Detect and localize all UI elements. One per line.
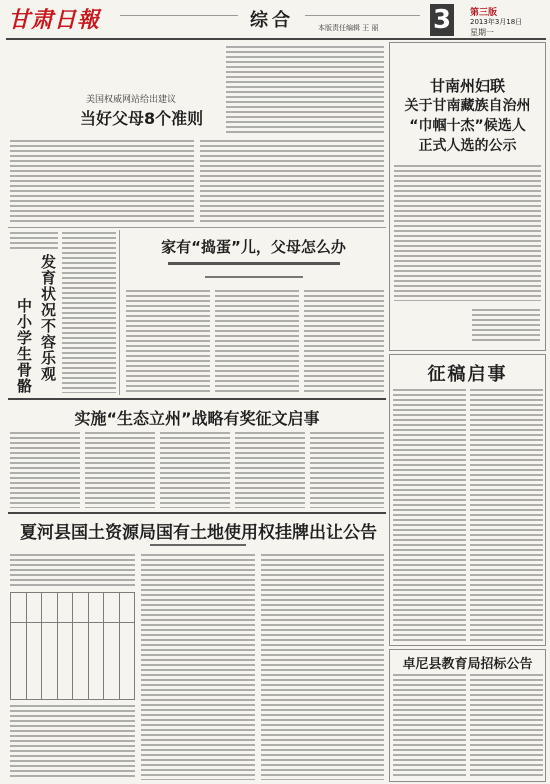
article-headline: 实施“生态立州”战略有奖征文启事: [74, 409, 320, 428]
notice-headline-line2: 关于甘南藏族自治州: [404, 98, 531, 114]
body-text: [141, 554, 255, 780]
body-text: [10, 232, 58, 250]
article-headline-line2: 发育状况不容乐观: [39, 254, 57, 382]
body-text: [160, 432, 230, 508]
article-headline: 家有“捣蛋”儿，父母怎么办: [161, 238, 346, 256]
article-headline: 当好父母8个准则: [80, 109, 204, 128]
body-text: [393, 389, 466, 641]
body-text: [215, 290, 299, 393]
article-headline-line1: 中小学生骨骼: [15, 298, 33, 394]
body-text: [62, 232, 116, 393]
body-text: [470, 389, 543, 641]
edition-label: 第三版: [470, 8, 498, 18]
divider: [8, 398, 386, 400]
body-text: [393, 674, 466, 778]
body-text: [235, 432, 305, 508]
issue-date: 2013年3月18日: [470, 18, 523, 26]
notice-number: [150, 544, 246, 546]
body-text: [470, 674, 543, 778]
body-text: [200, 140, 384, 224]
body-text: [10, 140, 194, 224]
section-rule-right: [305, 15, 420, 16]
section-title: 综合: [250, 10, 294, 31]
article-subhead: [168, 262, 340, 265]
section-rule-left: [120, 15, 238, 16]
issue-weekday: 星期一: [470, 28, 494, 37]
divider: [8, 227, 386, 228]
article-kicker: 美国权威网站给出建议: [86, 95, 177, 105]
divider: [119, 230, 120, 395]
body-text: [10, 705, 135, 780]
editor-credit: 本版责任编辑 王 丽: [318, 24, 379, 32]
body-text: [304, 290, 384, 393]
article-headline: 夏河县国土资源局国有土地使用权挂牌出让公告: [20, 523, 377, 543]
article-byline: [205, 276, 303, 278]
signoff-text: [472, 309, 540, 343]
notice-headline-line4: 正式人选的公示: [418, 138, 517, 154]
notice-box-women-federation: [389, 42, 546, 351]
body-text: [10, 432, 80, 508]
land-parcel-table: [10, 592, 135, 700]
body-text: [85, 432, 155, 508]
body-text: [10, 554, 135, 588]
notice-box-call-for-papers: [389, 354, 546, 646]
notice-headline-line1: 甘南州妇联: [429, 77, 505, 95]
body-text: [226, 46, 384, 134]
notice-headline: 征稿启事: [427, 364, 508, 385]
page-number: 3: [430, 4, 454, 36]
header-rule: [6, 38, 546, 40]
body-text: [126, 290, 210, 393]
notice-headline-line3: “巾帼十杰”候选人: [409, 118, 526, 134]
divider: [8, 512, 386, 514]
notice-headline: 卓尼县教育局招标公告: [402, 657, 533, 672]
body-text: [261, 554, 384, 780]
body-text: [310, 432, 384, 508]
body-text: [394, 165, 541, 301]
masthead-logo: 甘肃日報: [8, 7, 101, 33]
notice-box-tender: [389, 649, 546, 782]
